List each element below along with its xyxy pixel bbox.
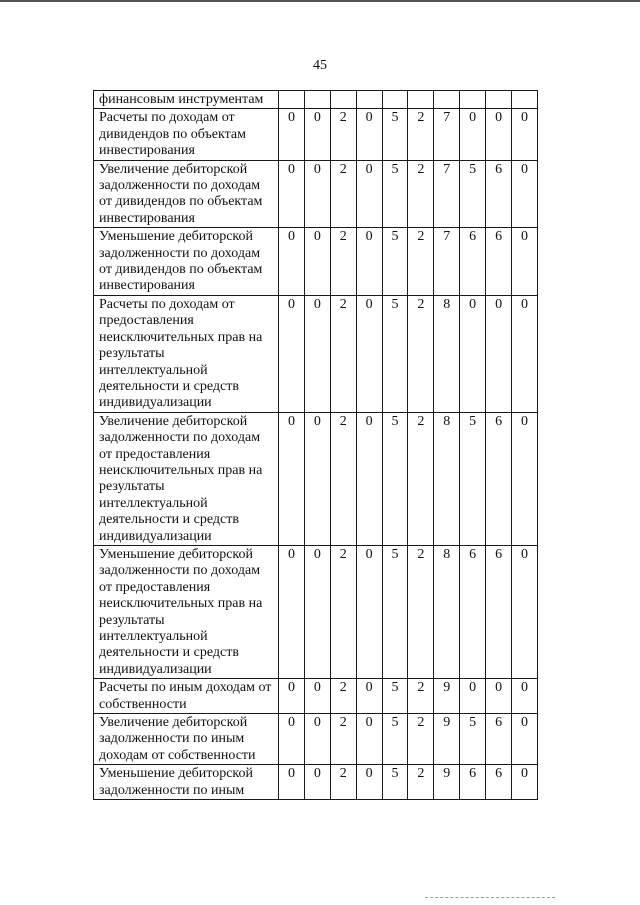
code-digit-cell: 2 <box>408 765 434 800</box>
code-digit-cell: 5 <box>382 295 408 412</box>
code-digit-cell: 0 <box>512 714 538 765</box>
row-label: Уменьшение дебиторской задолженности по доходам от дивидендов по объектам инвестирования <box>94 228 279 296</box>
code-digit-cell: 5 <box>382 412 408 545</box>
code-digit-cell: 6 <box>460 765 486 800</box>
row-label: Увеличение дебиторской задолженности по иным доходам от собственности <box>94 714 279 765</box>
code-digit-cell: 8 <box>434 545 460 678</box>
code-digit-cell: 2 <box>330 765 356 800</box>
code-digit-cell: 0 <box>279 412 305 545</box>
code-digit-cell: 0 <box>304 228 330 296</box>
bottom-scan-mark <box>425 897 555 899</box>
code-digit-cell: 0 <box>512 765 538 800</box>
code-digit-cell <box>304 91 330 109</box>
account-codes-table-body <box>94 91 538 800</box>
code-digit-cell: 5 <box>382 714 408 765</box>
code-digit-cell: 6 <box>486 714 512 765</box>
table-row <box>94 109 538 160</box>
code-digit-cell: 0 <box>460 109 486 160</box>
code-digit-cell: 0 <box>356 765 382 800</box>
code-digit-cell <box>279 91 305 109</box>
code-digit-cell: 0 <box>512 679 538 714</box>
code-digit-cell: 9 <box>434 765 460 800</box>
code-digit-cell: 0 <box>304 714 330 765</box>
code-digit-cell: 0 <box>356 109 382 160</box>
code-digit-cell: 2 <box>408 109 434 160</box>
code-digit-cell: 6 <box>460 545 486 678</box>
code-digit-cell: 6 <box>486 228 512 296</box>
code-digit-cell: 0 <box>279 765 305 800</box>
code-digit-cell: 7 <box>434 228 460 296</box>
code-digit-cell: 0 <box>356 228 382 296</box>
table-row <box>94 765 538 800</box>
code-digit-cell <box>356 91 382 109</box>
top-scan-rule <box>0 0 640 2</box>
code-digit-cell: 0 <box>304 160 330 228</box>
code-digit-cell: 0 <box>356 714 382 765</box>
code-digit-cell: 2 <box>330 295 356 412</box>
code-digit-cell: 0 <box>304 412 330 545</box>
code-digit-cell: 0 <box>512 412 538 545</box>
code-digit-cell: 0 <box>279 545 305 678</box>
code-digit-cell <box>382 91 408 109</box>
code-digit-cell: 2 <box>408 295 434 412</box>
row-label: Увеличение дебиторской задолженности по доходам от предоставления неисключительных прав на результаты интеллектуальной деятельности и средств индивидуализации <box>94 412 279 545</box>
code-digit-cell: 5 <box>460 160 486 228</box>
code-digit-cell: 6 <box>486 160 512 228</box>
code-digit-cell: 0 <box>279 714 305 765</box>
code-digit-cell: 2 <box>408 714 434 765</box>
code-digit-cell: 7 <box>434 160 460 228</box>
code-digit-cell: 0 <box>304 295 330 412</box>
code-digit-cell: 0 <box>512 160 538 228</box>
page-number: 45 <box>313 58 327 73</box>
code-digit-cell: 2 <box>330 228 356 296</box>
code-digit-cell: 0 <box>512 228 538 296</box>
code-digit-cell: 9 <box>434 679 460 714</box>
code-digit-cell: 0 <box>304 765 330 800</box>
code-digit-cell <box>434 91 460 109</box>
row-label: Расчеты по доходам от дивидендов по объектам инвестирования <box>94 109 279 160</box>
code-digit-cell: 2 <box>408 160 434 228</box>
code-digit-cell: 5 <box>382 160 408 228</box>
table-row <box>94 714 538 765</box>
code-digit-cell: 9 <box>434 714 460 765</box>
code-digit-cell: 0 <box>279 228 305 296</box>
code-digit-cell: 2 <box>330 109 356 160</box>
code-digit-cell: 0 <box>356 160 382 228</box>
code-digit-cell: 5 <box>460 714 486 765</box>
code-digit-cell: 0 <box>460 679 486 714</box>
account-codes-table <box>93 90 538 800</box>
code-digit-cell: 6 <box>486 765 512 800</box>
row-label: Уменьшение дебиторской задолженности по иным <box>94 765 279 800</box>
code-digit-cell <box>460 91 486 109</box>
table-row <box>94 91 538 109</box>
code-digit-cell: 2 <box>408 228 434 296</box>
table-row <box>94 412 538 545</box>
code-digit-cell: 0 <box>356 412 382 545</box>
code-digit-cell <box>408 91 434 109</box>
code-digit-cell <box>486 91 512 109</box>
code-digit-cell: 6 <box>486 412 512 545</box>
code-digit-cell: 0 <box>356 295 382 412</box>
row-label: Увеличение дебиторской задолженности по доходам от дивидендов по объектам инвестирования <box>94 160 279 228</box>
code-digit-cell: 0 <box>279 295 305 412</box>
code-digit-cell <box>512 91 538 109</box>
code-digit-cell: 5 <box>382 545 408 678</box>
code-digit-cell: 0 <box>304 109 330 160</box>
code-digit-cell: 6 <box>486 545 512 678</box>
code-digit-cell: 0 <box>304 679 330 714</box>
code-digit-cell: 5 <box>382 228 408 296</box>
row-label: финансовым инструментам <box>94 91 279 109</box>
code-digit-cell: 0 <box>279 160 305 228</box>
row-label: Расчеты по доходам от предоставления неисключительных прав на результаты интеллектуальной деятельности и средств индивидуализации <box>94 295 279 412</box>
code-digit-cell: 2 <box>330 714 356 765</box>
table-row <box>94 160 538 228</box>
code-digit-cell: 0 <box>279 679 305 714</box>
table-row <box>94 679 538 714</box>
code-digit-cell <box>330 91 356 109</box>
code-digit-cell: 5 <box>382 765 408 800</box>
code-digit-cell: 2 <box>330 160 356 228</box>
code-digit-cell: 0 <box>356 679 382 714</box>
code-digit-cell: 2 <box>330 412 356 545</box>
code-digit-cell: 0 <box>486 679 512 714</box>
code-digit-cell: 0 <box>356 545 382 678</box>
code-digit-cell: 2 <box>408 545 434 678</box>
code-digit-cell: 5 <box>460 412 486 545</box>
row-label: Уменьшение дебиторской задолженности по доходам от предоставления неисключительных прав на результаты интеллектуальной деятельности и средств индивидуализации <box>94 545 279 678</box>
code-digit-cell: 8 <box>434 295 460 412</box>
code-digit-cell: 0 <box>460 295 486 412</box>
row-label: Расчеты по иным доходам от собственности <box>94 679 279 714</box>
code-digit-cell: 2 <box>330 679 356 714</box>
table-row <box>94 295 538 412</box>
code-digit-cell: 2 <box>330 545 356 678</box>
code-digit-cell: 7 <box>434 109 460 160</box>
code-digit-cell: 2 <box>408 412 434 545</box>
code-digit-cell: 5 <box>382 679 408 714</box>
table-row <box>94 545 538 678</box>
table-row <box>94 228 538 296</box>
code-digit-cell: 0 <box>512 545 538 678</box>
code-digit-cell: 0 <box>512 295 538 412</box>
code-digit-cell: 0 <box>512 109 538 160</box>
code-digit-cell: 0 <box>279 109 305 160</box>
code-digit-cell: 0 <box>486 295 512 412</box>
code-digit-cell: 5 <box>382 109 408 160</box>
code-digit-cell: 0 <box>486 109 512 160</box>
code-digit-cell: 6 <box>460 228 486 296</box>
code-digit-cell: 0 <box>304 545 330 678</box>
code-digit-cell: 2 <box>408 679 434 714</box>
code-digit-cell: 8 <box>434 412 460 545</box>
